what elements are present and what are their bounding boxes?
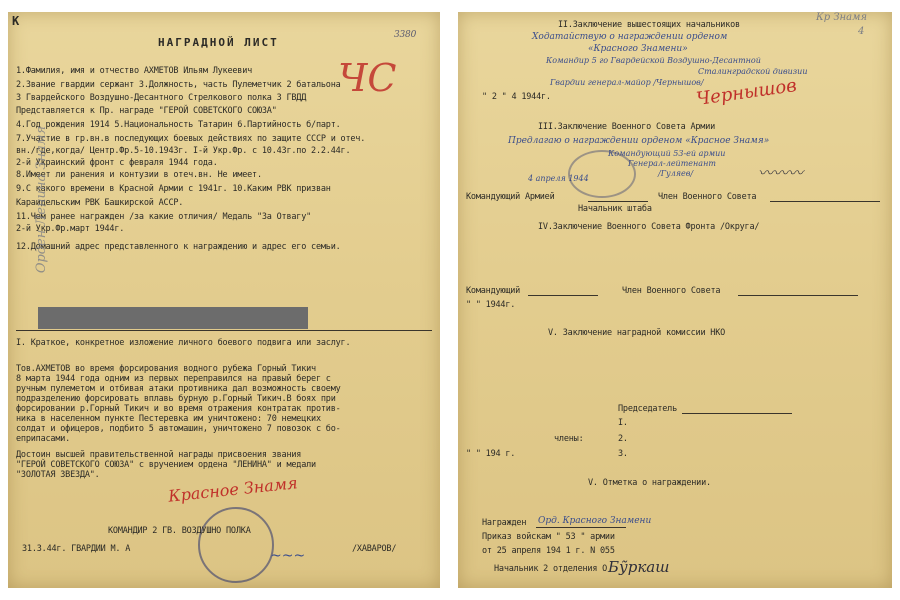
recommendation-line-5: Гвардии генерал-майор /Чернышов/	[550, 78, 704, 87]
army-recommendation-1: Предлагаю о награждении орденом «Красное Знамя»	[508, 136, 770, 146]
official-seal	[198, 507, 274, 583]
section-iv-title: IV.Заключение Военного Совета Фронта /Округа/	[538, 222, 760, 232]
date-iv: " " 1944г.	[466, 300, 516, 310]
corner-page-number: 4	[858, 26, 865, 37]
section-vi-title: V. Отметка о награждении.	[588, 478, 711, 488]
form-line: 7.Участие в гр.вн.в последующих боевых действиях по защите СССР и отеч.	[16, 134, 366, 144]
commander-title: КОМАНДИР 2 ГВ. ВОЗДУШНО ПОЛКА	[108, 526, 251, 536]
army-recommendation-3: Генерал-лейтенант	[628, 159, 716, 168]
form-line: 3 Гвардейского Воздушно-Десантного Стрелкового полка 3 ГВДД	[16, 93, 307, 103]
section-iii-title: III.Заключение Военного Совета Армии	[538, 122, 716, 132]
document-title: НАГРАДНОЙ ЛИСТ	[158, 36, 279, 49]
separator-line	[16, 330, 432, 331]
red-note: Красное Знамя	[167, 473, 299, 506]
feat-line: подразделению форсировать вплавь бурную р.Горный Тикич.В боях при	[16, 394, 336, 404]
commander-signature: ~~~	[270, 548, 306, 564]
feat-line: еприпасами.	[16, 434, 71, 444]
form-line: Караидельским РВК Башкирской АССР.	[16, 198, 184, 208]
red-pencil-mark: ЧС	[338, 56, 397, 100]
side-pencil-note: Орден Ленина Знамя	[34, 125, 50, 274]
feat-line: Достоин высшей правительственной награды присвоения звания	[16, 450, 302, 460]
chief-label: Начальник 2 отделения О	[494, 564, 608, 574]
feat-line: 8 марта 1944 года одним из первых переправился на правый берег с	[16, 374, 331, 384]
feat-line: ручным пулеметом и отбивая атаки противника дал возможность своему	[16, 384, 341, 394]
chair-label: Председатель	[618, 404, 678, 414]
awarded-label: Награжден	[482, 518, 527, 528]
army-date: 4 апреля 1944	[528, 174, 589, 183]
front-commander-label: Командующий	[466, 286, 521, 296]
army-seal	[568, 150, 636, 198]
feat-line: "ЗОЛОТАЯ ЗВЕЗДА".	[16, 470, 100, 480]
front-council-line	[738, 295, 858, 296]
footer-date: 31.3.44г. ГВАРДИИ М. А	[22, 544, 131, 554]
order-line: Приказ войскам " 53 " армии	[482, 532, 615, 542]
army-recommendation-4: /Гуляев/	[658, 169, 694, 178]
recommendation-line-1: Ходатайствую о награждении орденом	[532, 32, 728, 42]
form-line: Представляется к Пр. награде "ГЕРОЙ СОВЕТСКОГО СОЮЗА"	[16, 106, 277, 116]
awarded-value: Орд. Красного Знамени	[538, 516, 652, 526]
front-council-label: Член Военного Совета	[622, 286, 721, 296]
awarded-line	[536, 527, 626, 528]
recommendation-line-3: Командир 5 го Гвардейской Воздушно-Десантной	[546, 56, 761, 65]
corner-number: 3380	[394, 30, 417, 40]
order-date: от 25 апреля 194 1 г. N 055	[482, 546, 615, 556]
award-sheet-back	[458, 12, 892, 588]
item-2: 2.	[618, 434, 628, 444]
form-line: 8.Имеет ли ранения и контузии в отеч.вн. Не имеет.	[16, 170, 262, 180]
red-signature: Чернышов	[695, 75, 798, 110]
army-council-line	[770, 201, 880, 202]
form-line: 2.Звание гвардии сержант 3.Должность, часть Пулеметчик 2 батальона	[16, 80, 341, 90]
chair-line	[682, 413, 792, 414]
army-commander-line	[588, 201, 648, 202]
recommendation-line-2: «Красного Знамени»	[588, 44, 688, 54]
date-v: " " 194 г.	[466, 449, 516, 459]
feat-line: солдат и офицеров, подбито 5 автомашин, уничтожено 7 повозок с бо-	[16, 424, 341, 434]
award-sheet-front	[8, 12, 440, 588]
item-3: 3.	[618, 449, 628, 459]
recommendation-line-4: Сталинградской дивизии	[698, 67, 808, 76]
members-label: члены:	[554, 434, 584, 444]
form-line: 1.Фамилия, имя и отчество АХМЕТОВ Ильям Лукеевич	[16, 66, 253, 76]
chief-of-staff-label: Начальник штаба	[578, 204, 652, 214]
army-council-label: Член Военного Совета	[658, 192, 757, 202]
army-commander-label: Командующий Армией	[466, 192, 555, 202]
item-1: I.	[618, 418, 628, 428]
section-ii-title: II.Заключение вышестоящих начальников	[558, 20, 740, 30]
form-line: 2-й Укр.Фр.март 1944г.	[16, 224, 125, 234]
section-v-title: V. Заключение наградной комиссии НКО	[548, 328, 726, 338]
form-line: 12.Домашний адрес представленного к награждению и адрес его семьи.	[16, 242, 341, 252]
form-line: вн./где,когда/ Центр.Фр.5-10.1943г. I-й Укр.Фр. с 10.43г.по 2.2.44г.	[16, 146, 351, 156]
form-line: 11.Чем ранее награжден /за какие отличия/ Медаль "За Отвагу"	[16, 212, 312, 222]
front-commander-line	[528, 295, 598, 296]
feat-line: "ГЕРОЙ СОВЕТСКОГО СОЮЗА" с вручением ордена "ЛЕНИНА" и медали	[16, 460, 316, 470]
corner-mark: K	[12, 14, 20, 28]
form-line: 4.Год рождения 1914 5.Национальность Татарин 6.Партийность б/парт.	[16, 120, 341, 130]
corner-pencil-note: Кр Знамя	[816, 12, 868, 23]
army-recommendation-2: Командующий 53-ей армии	[608, 149, 726, 158]
commander-name: /ХАВАРОВ/	[352, 544, 397, 554]
form-line: 2-й Украинский фронт с февраля 1944 года.	[16, 158, 218, 168]
feat-line: Тов.АХМЕТОВ во время форсирования водного рубежа Горный Тикич	[16, 364, 316, 374]
army-signature: 〰〰〰	[758, 164, 804, 182]
chief-signature: Бу̃ркаш	[608, 558, 670, 576]
date-ii: " 2 " 4 1944г.	[482, 92, 551, 102]
redacted-address	[38, 307, 308, 329]
feat-section-title: I. Краткое, конкретное изложение личного боевого подвига или заслуг.	[16, 338, 351, 348]
form-line: 9.С какого времени в Красной Армии с 1941г. 10.Каким РВК призван	[16, 184, 331, 194]
feat-line: ника в населенном пункте Пестеревка им уничтожено: 70 немецких	[16, 414, 321, 424]
feat-line: форсировании р.Горный Тикич и во время отражения контратак против-	[16, 404, 341, 414]
